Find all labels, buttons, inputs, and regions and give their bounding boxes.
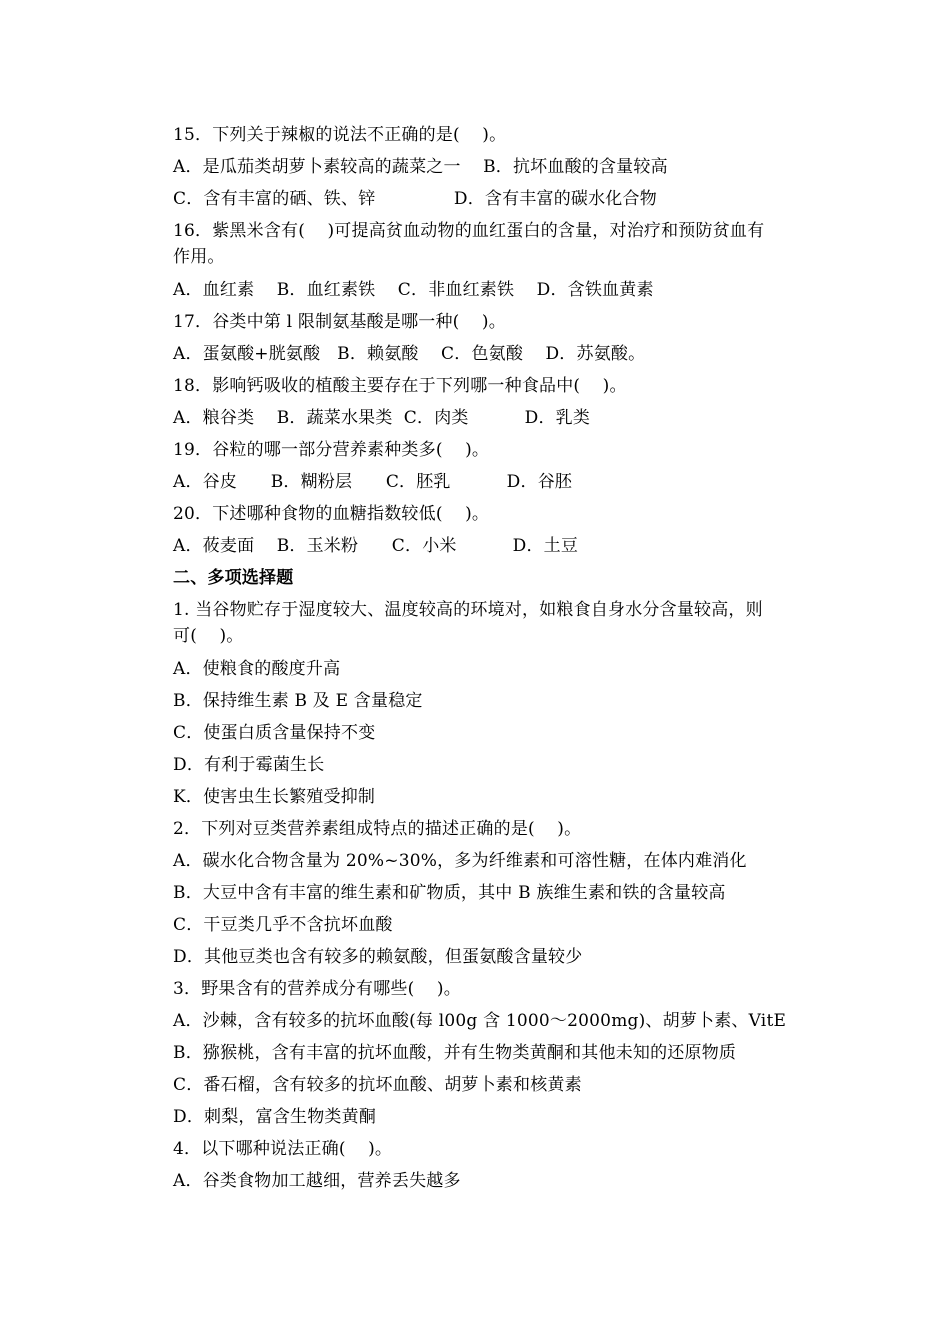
question-18: 18．影响钙吸收的植酸主要存在于下列哪一种食品中( )。 bbox=[173, 376, 627, 396]
mc-question-1-continued: 可( )。 bbox=[173, 626, 244, 646]
mc-question-3-option-c: C．番石榴，含有较多的抗坏血酸、胡萝卜素和核黄素 bbox=[173, 1075, 582, 1095]
mc-question-1-option-k: K．使害虫生长繁殖受抑制 bbox=[173, 787, 376, 807]
mc-question-1-option-b: B．保持维生素 B 及 E 含量稳定 bbox=[173, 691, 423, 711]
mc-question-3-option-a: A．沙棘，含有较多的抗坏血酸(每 l00g 含 1000～2000mg)、胡萝卜素、VitE bbox=[173, 1011, 787, 1031]
mc-question-3-option-d: D．刺梨，富含生物类黄酮 bbox=[173, 1107, 377, 1127]
mc-question-4-option-a: A．谷类食物加工越细，营养丢失越多 bbox=[173, 1171, 461, 1191]
question-15-options-ab: A．是瓜茄类胡萝卜素较高的蔬菜之一 B．抗坏血酸的含量较高 bbox=[173, 157, 668, 177]
question-16-options: A．血红素 B．血红素铁 C．非血红素铁 D．含铁血黄素 bbox=[173, 280, 654, 300]
mc-question-1-option-c: C．使蛋白质含量保持不变 bbox=[173, 723, 376, 743]
question-15-options-cd: C．含有丰富的硒、铁、锌 D．含有丰富的碳水化合物 bbox=[173, 189, 657, 209]
question-19-options: A．谷皮 B．糊粉层 C．胚乳 D．谷胚 bbox=[173, 472, 573, 492]
mc-question-1: 1. 当谷物贮存于湿度较大、温度较高的环境对，如粮食自身水分含量较高，则 bbox=[173, 600, 763, 620]
mc-question-3-option-b: B．猕猴桃，含有丰富的抗坏血酸，并有生物类黄酮和其他未知的还原物质 bbox=[173, 1043, 737, 1063]
question-16: 16．紫黑米含有( )可提高贫血动物的血红蛋白的含量，对治疗和预防贫血有 bbox=[173, 221, 765, 241]
document-body bbox=[173, 119, 813, 1197]
mc-question-2: 2．下列对豆类营养素组成特点的描述正确的是( )。 bbox=[173, 819, 582, 839]
question-17-options: A．蛋氨酸+胱氨酸 B．赖氨酸 C．色氨酸 D．苏氨酸。 bbox=[173, 344, 646, 364]
mc-question-2-option-a: A．碳水化合物含量为 20%~30%，多为纤维素和可溶性糖，在体内难消化 bbox=[173, 851, 747, 871]
question-19: 19．谷粒的哪一部分营养素种类多( )。 bbox=[173, 440, 490, 460]
question-20-options: A．莜麦面 B．玉米粉 C．小米 D．土豆 bbox=[173, 536, 579, 556]
question-17: 17．谷类中第 l 限制氨基酸是哪一种( )。 bbox=[173, 312, 506, 332]
question-15: 15．下列关于辣椒的说法不正确的是( )。 bbox=[173, 125, 507, 145]
mc-question-4: 4．以下哪种说法正确( )。 bbox=[173, 1139, 393, 1159]
mc-question-3: 3．野果含有的营养成分有哪些( )。 bbox=[173, 979, 461, 999]
question-16-continued: 作用。 bbox=[173, 247, 225, 267]
question-18-options: A．粮谷类 B．蔬菜水果类 C．肉类 D．乳类 bbox=[173, 408, 591, 428]
mc-question-2-option-c: C．干豆类几乎不含抗坏血酸 bbox=[173, 915, 393, 935]
mc-question-1-option-d: D．有利于霉菌生长 bbox=[173, 755, 325, 775]
question-20: 20．下述哪种食物的血糖指数较低( )。 bbox=[173, 504, 490, 524]
mc-question-1-option-a: A．使粮食的酸度升高 bbox=[173, 659, 341, 679]
section-heading-multiple-choice: 二、多项选择题 bbox=[173, 568, 294, 588]
mc-question-2-option-b: B．大豆中含有丰富的维生素和矿物质，其中 B 族维生素和铁的含量较高 bbox=[173, 883, 726, 903]
mc-question-2-option-d: D．其他豆类也含有较多的赖氨酸，但蛋氨酸含量较少 bbox=[173, 947, 583, 967]
